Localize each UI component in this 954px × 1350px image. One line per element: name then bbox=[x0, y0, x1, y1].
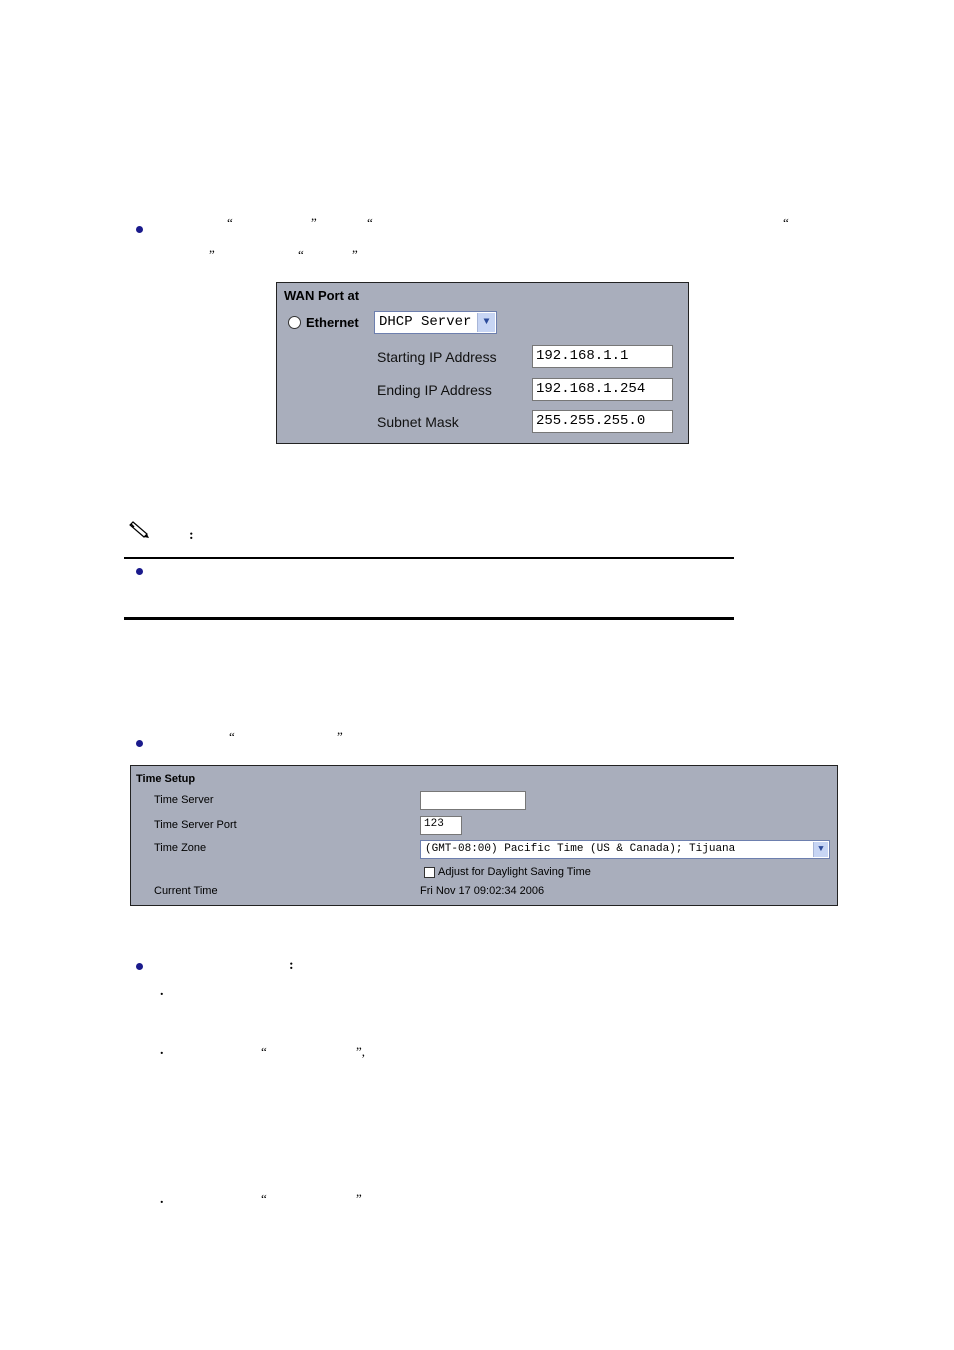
quote-mark: ” bbox=[311, 215, 317, 230]
starting-ip-label: Starting IP Address bbox=[377, 349, 497, 365]
note-colon: : bbox=[189, 528, 194, 543]
quote-mark: “ bbox=[298, 247, 304, 262]
ethernet-radio[interactable] bbox=[288, 316, 301, 329]
list-dot: . bbox=[160, 1192, 164, 1207]
time-server-port-label: Time Server Port bbox=[154, 819, 237, 831]
quote-mark: “ bbox=[261, 1191, 267, 1206]
section3-colon: : bbox=[289, 958, 294, 973]
note-top-rule bbox=[124, 557, 734, 559]
quote-mark: ”, bbox=[356, 1044, 366, 1059]
chevron-down-icon[interactable]: ▼ bbox=[813, 842, 828, 857]
time-server-label: Time Server bbox=[154, 794, 214, 806]
quote-mark: ” bbox=[356, 1191, 362, 1206]
current-time-label: Current Time bbox=[154, 885, 218, 897]
time-server-port-input[interactable]: 123 bbox=[420, 816, 462, 835]
list-dot: . bbox=[160, 984, 164, 999]
time-zone-select[interactable] bbox=[420, 840, 830, 859]
quote-mark: ” bbox=[337, 729, 343, 744]
pencil-icon bbox=[128, 521, 150, 539]
time-zone-label: Time Zone bbox=[154, 842, 207, 854]
bullet-icon bbox=[136, 740, 143, 747]
dst-checkbox[interactable] bbox=[424, 867, 435, 878]
quote-mark: “ bbox=[229, 729, 235, 744]
subnet-mask-label: Subnet Mask bbox=[377, 414, 459, 430]
bullet-icon bbox=[136, 568, 143, 575]
time-setup-panel bbox=[130, 765, 838, 906]
wan-mode-select[interactable] bbox=[374, 311, 497, 334]
quote-mark: “ bbox=[227, 215, 233, 230]
quote-mark: ” bbox=[209, 247, 215, 262]
time-zone-value: (GMT-08:00) Pacific Time (US & Canada); Tijuana bbox=[425, 843, 736, 855]
quote-mark: “ bbox=[261, 1044, 267, 1059]
time-setup-title: Time Setup bbox=[136, 773, 196, 785]
quote-mark: “ bbox=[783, 215, 789, 230]
time-server-input[interactable] bbox=[420, 791, 526, 810]
note-bottom-rule bbox=[124, 617, 734, 620]
list-dot: . bbox=[160, 1043, 164, 1058]
starting-ip-field[interactable]: 192.168.1.1 bbox=[532, 345, 673, 368]
dst-label: Adjust for Daylight Saving Time bbox=[438, 866, 591, 878]
subnet-mask-field[interactable]: 255.255.255.0 bbox=[532, 410, 673, 433]
ending-ip-field[interactable]: 192.168.1.254 bbox=[532, 378, 673, 401]
quote-mark: ” bbox=[352, 247, 358, 262]
wan-panel-title: WAN Port at bbox=[284, 288, 360, 303]
quote-mark: “ bbox=[367, 215, 373, 230]
ethernet-radio-label: Ethernet bbox=[306, 315, 359, 330]
wan-mode-value: DHCP Server bbox=[379, 314, 472, 330]
bullet-icon bbox=[136, 963, 143, 970]
wan-port-panel bbox=[276, 282, 689, 444]
current-time-value: Fri Nov 17 09:02:34 2006 bbox=[420, 885, 545, 897]
ending-ip-label: Ending IP Address bbox=[377, 382, 492, 398]
chevron-down-icon[interactable]: ▼ bbox=[477, 313, 495, 332]
bullet-icon bbox=[136, 226, 143, 233]
